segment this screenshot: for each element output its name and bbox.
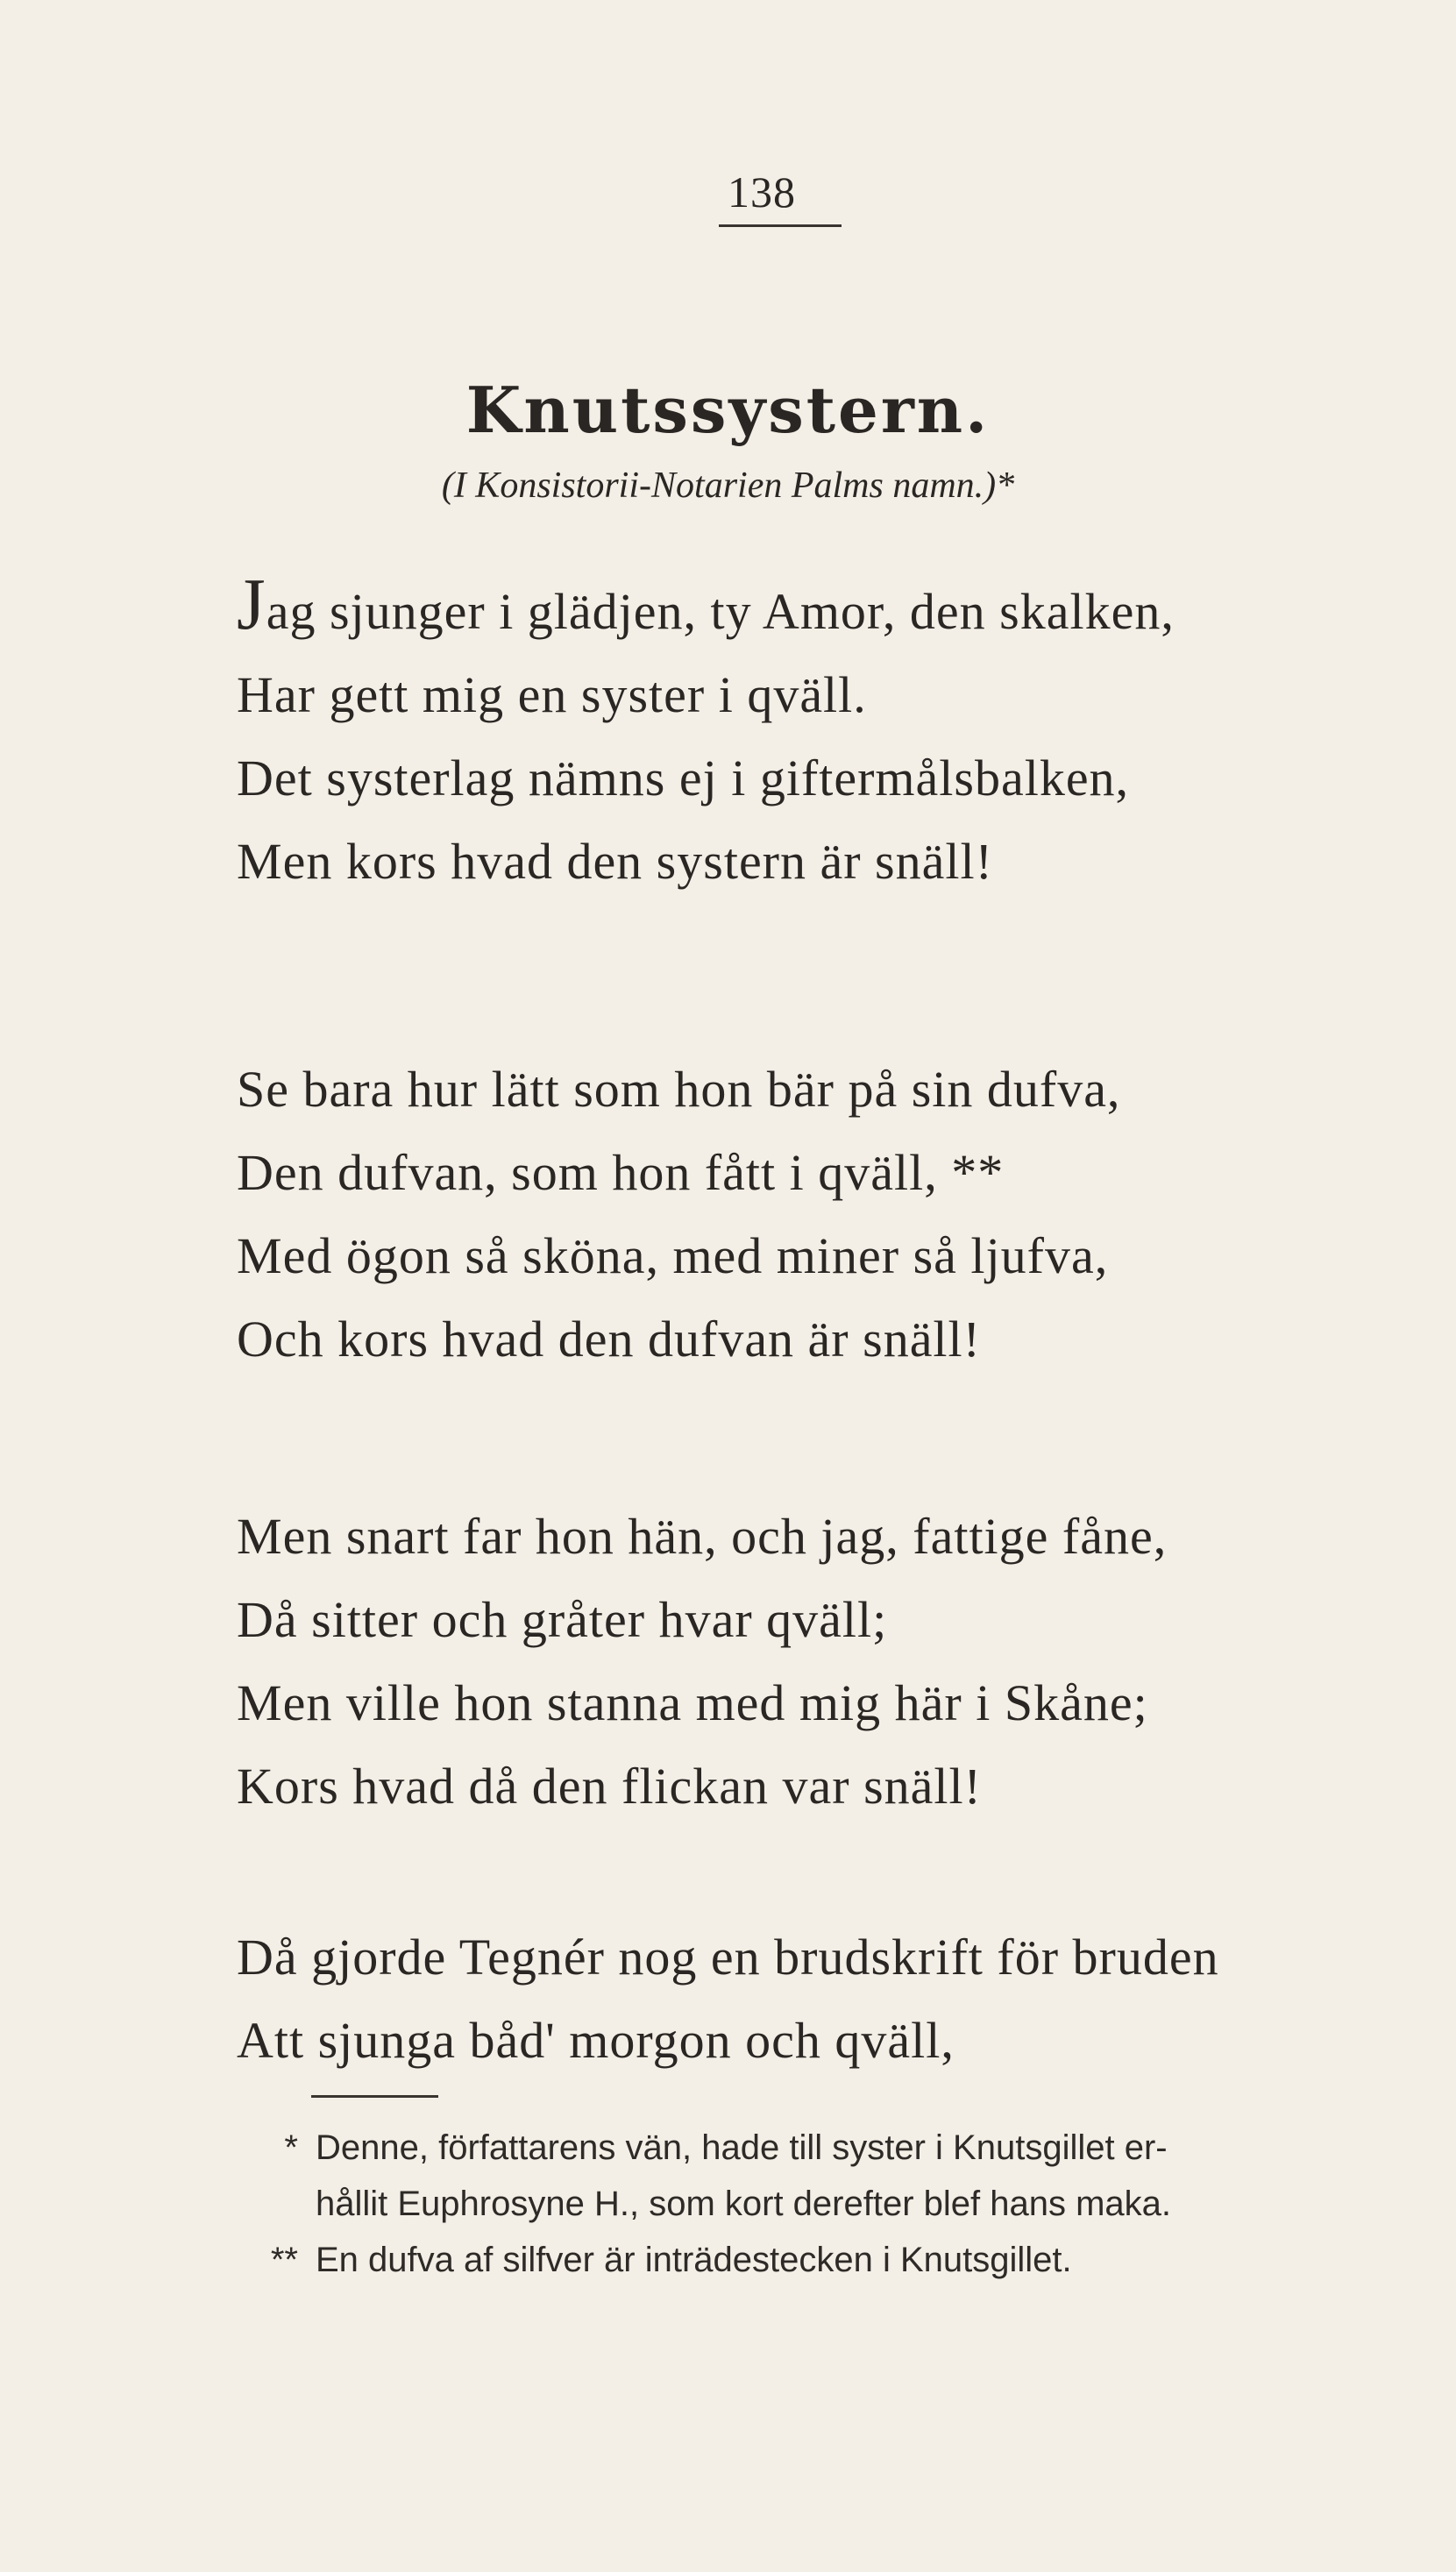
initial-letter: J [237, 564, 266, 645]
footnote-rule [311, 2095, 438, 2098]
footnote-text: Denne, författarens vän, hade till syster i Knutsgillet er- [316, 2128, 1168, 2167]
stanza-4 [237, 1915, 1429, 2082]
verse-line-text: ag sjunger i glädjen, ty Amor, den skalken, [266, 583, 1175, 640]
stanza-1 [237, 564, 1429, 903]
poem-subtitle: (I Konsistorii-Notarien Palms namn.)* [441, 465, 1015, 506]
stanza-3 [237, 1495, 1429, 1828]
footnote-mark: * [284, 2128, 298, 2167]
footnote-line [254, 2120, 1429, 2176]
stanza-2 [237, 1048, 1429, 1381]
footnotes [254, 2120, 1429, 2288]
page-number: 138 [728, 167, 796, 217]
footnote-line: hållit Euphrosyne H., som kort derefter blef hans maka. [316, 2185, 1172, 2223]
verse-line: Då sitter och gråter hvar qväll; [237, 1591, 888, 1648]
verse-line: Att sjunga båd' morgon och qväll, [237, 2012, 955, 2069]
verse-line: Och kors hvad den dufvan är snäll! [237, 1311, 981, 1368]
verse-line: Men snart far hon hän, och jag, fattige fåne, [237, 1508, 1168, 1565]
verse-line [237, 564, 1429, 653]
footnote-mark: ** [270, 2241, 298, 2279]
verse-line: Se bara hur lätt som hon bär på sin dufva, [237, 1061, 1121, 1118]
verse-line: Då gjorde Tegnér nog en brudskrift för bruden [237, 1929, 1219, 1986]
verse-line: Det systerlag nämns ej i giftermålsbalken, [237, 750, 1130, 806]
poem-title: Knutssystern. [465, 373, 991, 447]
verse-line: Men kors hvad den systern är snäll! [237, 833, 993, 890]
verse-line: Med ögon så sköna, med miner så ljufva, [237, 1227, 1109, 1284]
footnote-line [254, 2232, 1429, 2288]
verse-line: Den dufvan, som hon fått i qväll, ** [237, 1144, 1005, 1201]
footnote-text: En dufva af silfver är inträdestecken i Knutsgillet. [316, 2241, 1072, 2279]
verse-line: Kors hvad då den flickan var snäll! [237, 1758, 982, 1815]
page-number-rule [719, 224, 842, 227]
verse-line: Har gett mig en syster i qväll. [237, 666, 867, 723]
verse-line: Men ville hon stanna med mig här i Skåne; [237, 1674, 1148, 1731]
